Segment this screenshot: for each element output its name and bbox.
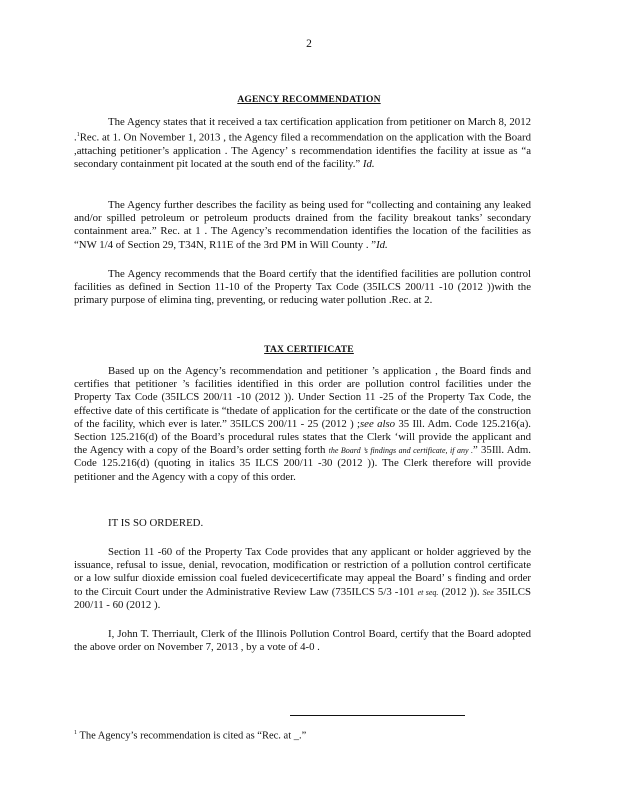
appeal-text-b: (2012 )). (438, 585, 483, 598)
agency-p1-text-a: The Agency states that it received a tax certification application from petitioner on March 8, 2012 . (74, 116, 531, 144)
footnote-reference-mark: 1 (76, 132, 80, 139)
agency-p1-text-b: Rec. at 1. On November 1, 2013 , the Agency filed a recommendation on the application with the Board ,attaching petitioner’s application . The Agency’ s recommendation identifies the facility at issue as “a secondary containment pit located at the south end of the facility.” (74, 131, 531, 171)
tax-text-b: 35 Ill. Adm. Code 125.216(a). Section 125.216(d) of the Board’s procedural rules states that the Clerk ‘will provide the applicant and the Agency with a copy of the Board’s order setting forth (74, 417, 531, 457)
agency-heading-text: AGENCY RECOMMENDATION (237, 95, 381, 105)
certification-text: I, John T. Therriault, Clerk of the Illinois Pollution Control Board, certify that the Board adopted the above order on November 7, 2013 , by a vote of 4-0 . (74, 628, 531, 654)
tax-certificate-paragraph (74, 365, 531, 484)
agency-paragraph-1 (74, 116, 531, 171)
agency-recommendation-heading (0, 89, 618, 107)
footnote-text: The Agency’s recommendation is cited as “Rec. at _.” (79, 730, 307, 742)
agency-p1-id: Id. (362, 158, 375, 171)
appeal-text-a: Section 11 -60 of the Property Tax Code provides that any applicant or holder aggrieved by the issuance, refusal to issue, denial, revocation, modification or restriction of a pollution control certificate or a low sulfur dioxide emission coal fueled devicecertificate may appeal the Board’ s finding and order to the Circuit Court under the Administrative Review Law (735ILCS 5/3 -101 (74, 546, 531, 598)
footnote-mark: 1 (74, 730, 77, 736)
agency-p2-text: The Agency further describes the facility as being used for “collecting and containing any leaked and/or spilled petroleum or petroleum products drained from the facility breakout tanks’ secondary containment area.” Rec. at 1 . The Agency’s recommendation identifies the location of the facilities as “NW 1/4 of Section 29, T34N, R11E of the 3rd PM in Will County . ” (74, 199, 531, 251)
tax-quoted-phrase: the Board ’s findings and certificate, if any . (328, 446, 474, 456)
appeal-see: See (482, 587, 494, 597)
tax-certificate-heading (0, 339, 618, 357)
tax-see-also: see also (359, 417, 396, 430)
page-number: 2 (306, 38, 312, 50)
so-ordered-line: IT IS SO ORDERED. (108, 517, 204, 529)
tax-text-c: ” 35Ill. Adm. Code 125.216(d) (quoting in italics 35 ILCS 200/11 -30 (2012 )). The Clerk therefore will provide petitioner and the Agency with a copy of this order. (74, 444, 532, 483)
appeal-et-seq: et seq. (417, 587, 439, 597)
agency-p2-id: Id. (376, 238, 388, 251)
agency-paragraph-3 (74, 268, 531, 308)
certification-paragraph (74, 628, 531, 654)
agency-paragraph-2 (74, 199, 531, 252)
tax-text-a: Based up on the Agency’s recommendation and petitioner ’s application , the Board finds and certifies that petitioner ’s facilities identified in this order are pollution control facilities under the Property Tax Code (35ILCS 200/11 -10 (2012 )). Under Section 11 -25 of the Property Tax Code, the effective date of this certificate is “thedate of application for the certificate or the date of the construction of the facility, which ever is later.” 35ILCS 200/11 - 25 (2012 ) ; (74, 365, 531, 430)
appeal-text-c: 35ILCS 200/11 - 60 (2012 ). (74, 585, 532, 611)
agency-p3-text: The Agency recommends that the Board certify that the identified facilities are pollution control facilities as defined in Section 11-10 of the Property Tax Code (35ILCS 200/11 -10 (2012 ))with the primary purpose of elimina ting, preventing, or reducing water pollution .Rec. at 2. (74, 268, 531, 307)
footnote (74, 730, 306, 742)
tax-heading-text: TAX CERTIFICATE (264, 345, 354, 355)
footnote-separator-line (290, 715, 465, 716)
appeal-paragraph (74, 546, 531, 612)
